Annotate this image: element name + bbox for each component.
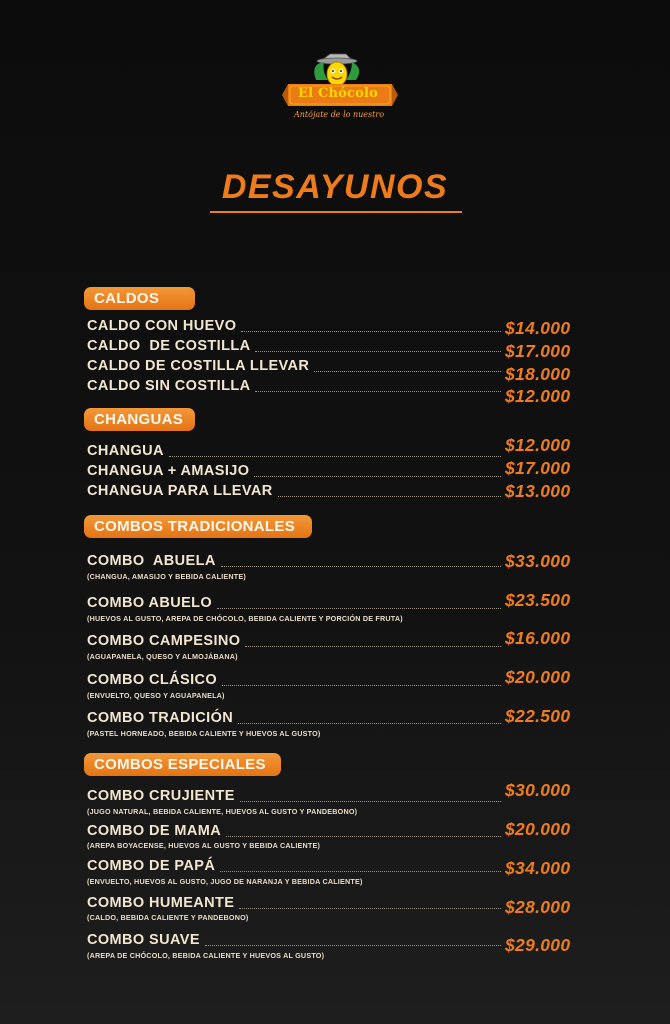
price: $16.000 bbox=[505, 628, 571, 648]
menu-item-combo-tradicion bbox=[87, 709, 501, 727]
dotted-leader bbox=[169, 456, 501, 457]
menu-item-caldo-con-huevo bbox=[87, 317, 501, 335]
item-description: (PASTEL HORNEADO, BEBIDA CALIENTE Y HUEVOS AL GUSTO) bbox=[87, 729, 321, 738]
price: $14.000 bbox=[505, 318, 571, 338]
item-description: (ENVUELTO, QUESO Y AGUAPANELA) bbox=[87, 691, 225, 700]
dotted-leader bbox=[238, 723, 501, 724]
price: $17.000 bbox=[505, 341, 571, 361]
brand-name: El Chócolo bbox=[297, 86, 379, 101]
menu-item-caldo-de-costilla bbox=[87, 337, 501, 355]
price: $33.000 bbox=[505, 551, 571, 571]
brand-logo bbox=[280, 50, 400, 125]
menu-item-combo-de-mama bbox=[87, 822, 501, 840]
dotted-leader bbox=[278, 496, 501, 497]
item-description: (HUEVOS AL GUSTO, AREPA DE CHÓCOLO, BEBIDA CALIENTE Y PORCIÓN DE FRUTA) bbox=[87, 614, 403, 623]
price: $20.000 bbox=[505, 819, 571, 839]
item-description: (CHANGUA, AMASIJO Y BEBIDA CALIENTE) bbox=[87, 572, 246, 581]
page-title: DESAYUNOS bbox=[221, 168, 449, 206]
item-name: CHANGUA PARA LLEVAR bbox=[87, 483, 273, 499]
dotted-leader bbox=[241, 331, 501, 332]
price: $22.500 bbox=[505, 706, 571, 726]
price: $17.000 bbox=[505, 458, 571, 478]
section-header-combos-tradicionales: COMBOS TRADICIONALES bbox=[84, 515, 312, 538]
price: $13.000 bbox=[505, 481, 571, 501]
item-name: COMBO TRADICIÓN bbox=[87, 710, 234, 726]
price: $28.000 bbox=[505, 897, 571, 917]
item-name: COMBO ABUELO bbox=[87, 595, 213, 611]
menu-item-combo-abuelo bbox=[87, 594, 501, 612]
menu-item-combo-crujiente bbox=[87, 787, 501, 805]
item-name: CALDO DE COSTILLA bbox=[87, 338, 251, 354]
dotted-leader bbox=[222, 685, 501, 686]
item-description: (ENVUELTO, HUEVOS AL GUSTO, JUGO DE NARANJA Y BEBIDA CALIENTE) bbox=[87, 877, 363, 886]
price: $23.500 bbox=[505, 590, 571, 610]
item-name: COMBO SUAVE bbox=[87, 932, 200, 948]
menu-item-combo-suave bbox=[87, 931, 501, 949]
dotted-leader bbox=[205, 945, 501, 946]
section-header-combos-especiales: COMBOS ESPECIALES bbox=[84, 753, 281, 776]
dotted-leader bbox=[255, 351, 501, 352]
item-name: CHANGUA + AMASIJO bbox=[87, 463, 250, 479]
item-name: COMBO HUMEANTE bbox=[87, 895, 235, 911]
menu-item-changua-para-llevar bbox=[87, 482, 501, 500]
item-name: CALDO SIN COSTILLA bbox=[87, 378, 251, 394]
menu-item-combo-de-papa bbox=[87, 857, 501, 875]
section-header-caldos: CALDOS bbox=[84, 287, 195, 310]
section-header-changuas: CHANGUAS bbox=[84, 408, 195, 431]
price: $34.000 bbox=[505, 858, 571, 878]
item-name: COMBO DE MAMA bbox=[87, 823, 222, 839]
price: $30.000 bbox=[505, 780, 571, 800]
dotted-leader bbox=[314, 371, 501, 372]
price: $12.000 bbox=[505, 435, 571, 455]
menu-item-changua bbox=[87, 442, 501, 460]
item-name: COMBO DE PAPÁ bbox=[87, 858, 216, 874]
item-description: (AREPA BOYACENSE, HUEVOS AL GUSTO Y BEBIDA CALIENTE) bbox=[87, 841, 321, 850]
menu-item-caldo-de-costilla-llevar bbox=[87, 357, 501, 375]
dotted-leader bbox=[245, 646, 501, 647]
item-name: COMBO CRUJIENTE bbox=[87, 788, 235, 804]
dotted-leader bbox=[254, 476, 501, 477]
price: $20.000 bbox=[505, 667, 571, 687]
item-name: CALDO DE COSTILLA LLEVAR bbox=[87, 358, 310, 374]
menu-item-caldo-sin-costilla bbox=[87, 377, 501, 395]
menu-item-changua-amasijo bbox=[87, 462, 501, 480]
item-description: (AGUAPANELA, QUESO Y ALMOJÁBANA) bbox=[87, 652, 238, 661]
menu-item-combo-abuela bbox=[87, 552, 501, 570]
item-name: CALDO CON HUEVO bbox=[87, 318, 237, 334]
item-name: COMBO CLÁSICO bbox=[87, 672, 218, 688]
menu-item-combo-clasico bbox=[87, 671, 501, 689]
dotted-leader bbox=[255, 391, 501, 392]
price: $12.000 bbox=[505, 386, 571, 406]
dotted-leader bbox=[220, 871, 501, 872]
dotted-leader bbox=[217, 608, 501, 609]
price: $29.000 bbox=[505, 935, 571, 955]
item-description: (CALDO, BEBIDA CALIENTE Y PANDEBONO) bbox=[87, 913, 249, 922]
menu-item-combo-campesino bbox=[87, 632, 501, 650]
item-name: COMBO ABUELA bbox=[87, 553, 216, 569]
price: $18.000 bbox=[505, 364, 571, 384]
item-name: COMBO CAMPESINO bbox=[87, 633, 241, 649]
item-name: CHANGUA bbox=[87, 443, 164, 459]
dotted-leader bbox=[221, 566, 501, 567]
brand-tagline: Antójate de lo nuestro bbox=[293, 110, 385, 119]
title-underline bbox=[210, 211, 462, 213]
menu-item-combo-humeante bbox=[87, 894, 501, 912]
dotted-leader bbox=[226, 836, 501, 837]
item-description: (AREPA DE CHÓCOLO, BEBIDA CALIENTE Y HUEVOS AL GUSTO) bbox=[87, 951, 325, 960]
item-description: (JUGO NATURAL, BEBIDA CALIENTE, HUEVOS AL GUSTO Y PANDEBONO) bbox=[87, 807, 358, 816]
dotted-leader bbox=[240, 801, 501, 802]
dotted-leader bbox=[239, 908, 501, 909]
